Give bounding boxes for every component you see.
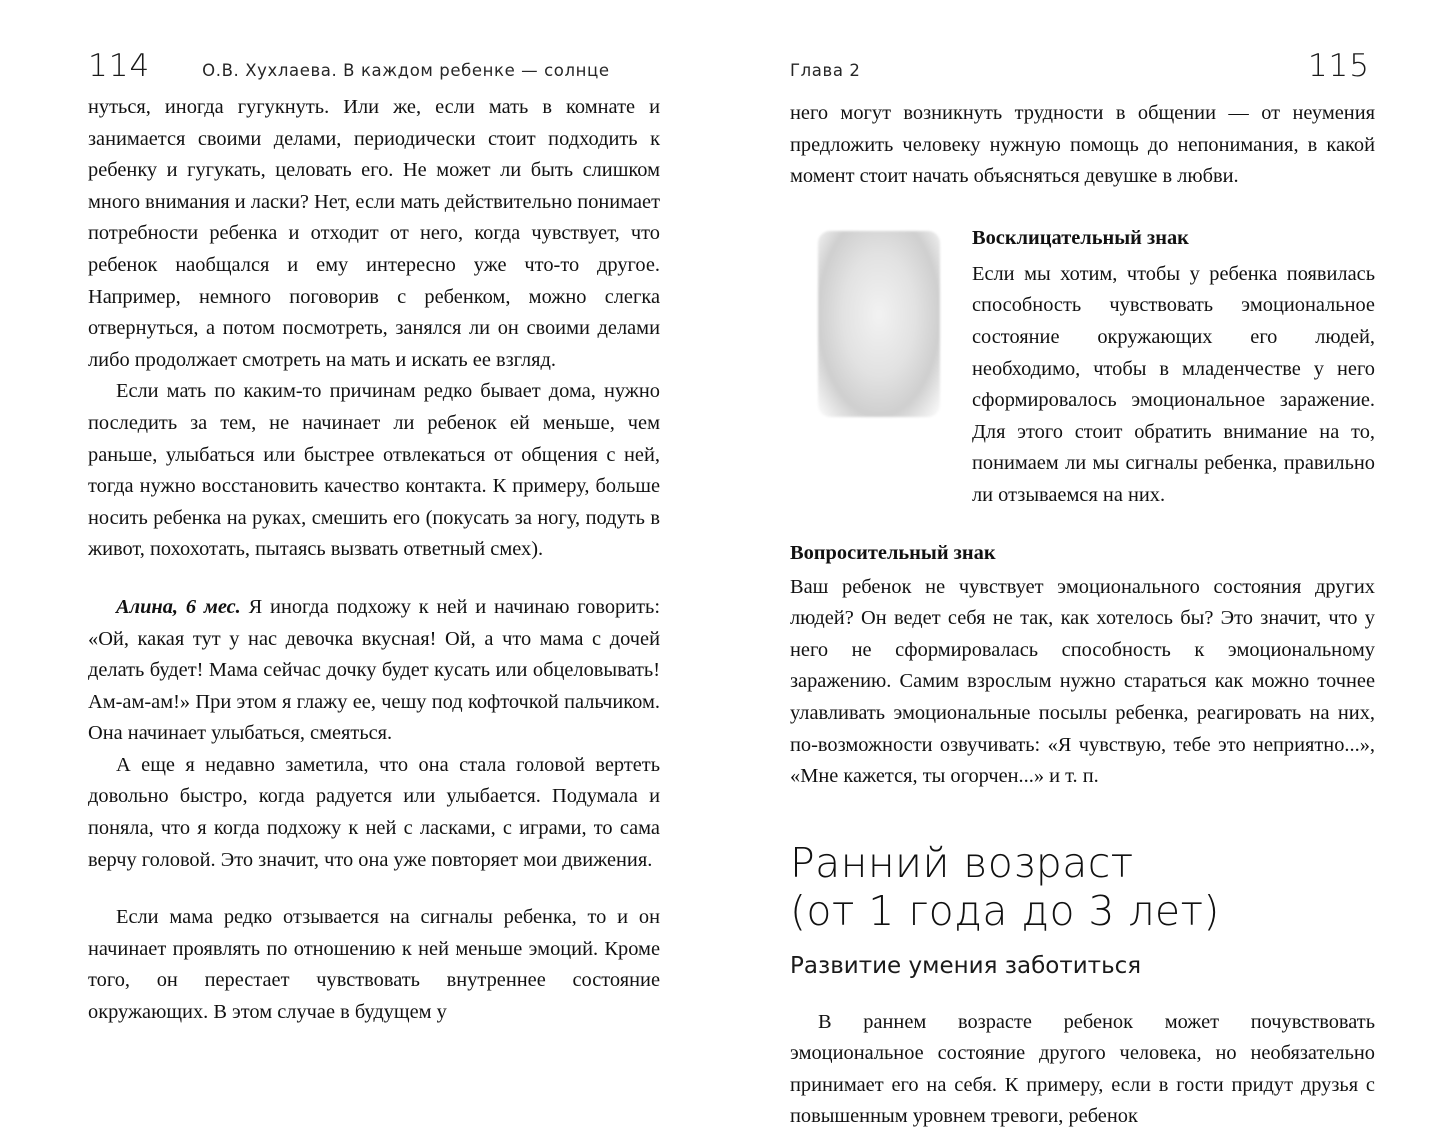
page-right <box>720 0 1440 1128</box>
chapter-title-running: Глава 2 <box>790 61 861 80</box>
callout-body <box>972 223 1375 512</box>
section-body-paragraph: В раннем возрасте ребенок может почувствовать эмоциональное состояние другого человека, но необязательно принимает его на себя. К примеру, если в гости придут друзья с повышенным уровнем тревоги, ребенок <box>790 1010 1375 1128</box>
case-body: Я иногда подхожу к ней и начинаю говорить: «Ой, какая тут у нас девочка вкусная! Ой, а что мама с дочей делать будет! Мама сейчас дочку будет кусать или обцеловывать! Ам-ам-ам!» При этом я глажу ее, чешу под кофточкой пальчиком. Она начинает улыбаться, смеяться. <box>88 595 660 745</box>
left-text-column <box>88 92 660 1029</box>
page-left <box>0 0 720 1110</box>
page-number-left: 114 <box>88 48 151 84</box>
question-block-title: Вопросительный знак <box>790 541 996 564</box>
closing-paragraph: Если мама редко отзывается на сигналы ребенка, то и он начинает проявлять по отношению к ней меньше эмоций. Кроме того, он перестает чувствовать внутреннее состояние окружающих. В этом случае в будущем у <box>88 906 660 1024</box>
case-paragraph <box>88 592 660 750</box>
section-heading-line2: (от 1 года до 3 лет) <box>790 886 1220 935</box>
callout-text: Если мы хотим, чтобы у ребенка появилась способность чувствовать эмоциональное состояние окружающих его людей, необходимо, чтобы в младенчестве у него сформировалось эмоциональное заражение. Для этого стоит обратить внимание на то, понимаем ли мы сигналы ребенка, правильно ли отзываемся на них. <box>972 262 1375 506</box>
running-head-left <box>88 48 660 88</box>
case-lead-in: Алина, 6 мес. <box>116 595 241 618</box>
case-paragraph-2: А еще я недавно заметила, что она стала головой вертеть довольно быстро, когда радуется или улыбается. Подумала и поняла, что я когда подхожу к ней с ласками, с играми, то сама верчу головой. Это значит, что она уже повторяет мои движения. <box>88 753 660 871</box>
paragraph: него могут возникнуть трудности в общении — от неумения предложить человеку нужную помощь до непонимания, в какой момент стоит начать объясняться девушке в любви. <box>790 102 1375 188</box>
running-head-right <box>790 48 1370 88</box>
paragraph: Если мать по каким-то причинам редко бывает дома, нужно последить за тем, не начинает ли ребенок ей меньше, чем раньше, улыбаться или быстрее отвлекаться от общения с ней, тогда нужно восстановить качество контакта. К примеру, больше носить ребенка на руках, смешить его (покусать за ногу, подуть в живот, похохотать, пытаясь вызвать ответный смех). <box>88 380 660 561</box>
question-block-text: Ваш ребенок не чувствует эмоционального состояния других людей? Он ведет себя не так, как хотелось бы? Это значит, что у него не сформировалась способность к эмоциональному заражению. Самим взрослым нужно стараться как можно точнее улавливать эмоциональные посылы ребенка, реагировать на них, по-возможности озвучивать: «Я чувствую, тебе это неприятно...», «Мне кажется, ты огорчен...» и т. п. <box>790 575 1375 788</box>
paragraph: нуться, иногда гугукнуть. Или же, если мать в комнате и занимается своими делами, периодически стоит подходить к ребенку и гугукать, целовать его. Не может ли быть слишком много внимания и ласки? Нет, если мать действительно понимает потребности ребенка и отходит от него, когда чувствует, что ребенок наобщался и ему интересно уже что-то другое. Например, немного поговорив с ребенком, можно слегка отвернуться, а потом посмотреть, занялся ли он своими делами либо продолжает смотреть на мать и искать ее взгляд. <box>88 96 660 371</box>
section-heading-line1: Ранний возраст <box>790 838 1134 887</box>
section-subheading: Развитие умения заботиться <box>790 952 1142 979</box>
callout-title: Восклицательный знак <box>972 226 1189 249</box>
page-number-right: 115 <box>1307 48 1370 84</box>
exclamation-callout <box>790 223 1375 512</box>
book-title-running: О.В. Хухлаева. В каждом ребенке — солнце <box>202 61 610 80</box>
hedgehog-illustration <box>810 225 960 425</box>
right-text-column <box>790 98 1375 1133</box>
